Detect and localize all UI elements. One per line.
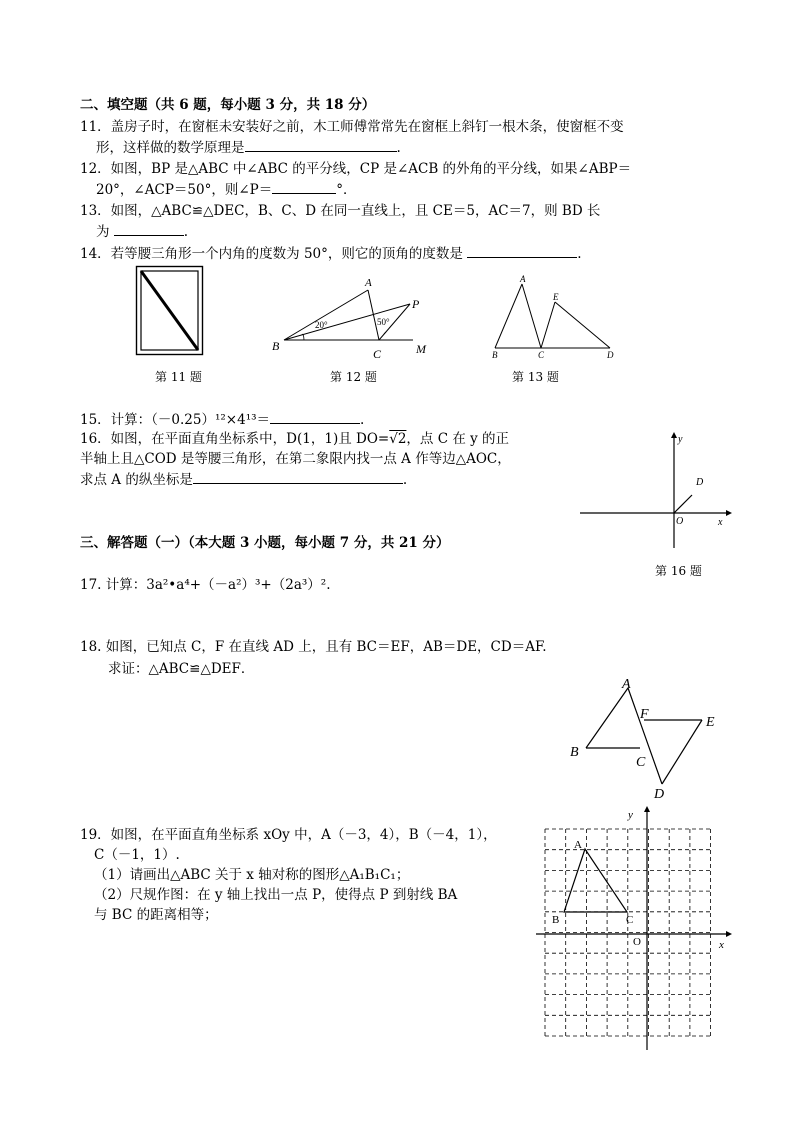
f18-label-f: F — [640, 707, 649, 722]
f12-label-m: M — [416, 342, 426, 356]
q15-end: . — [360, 412, 365, 428]
q16-text-3 — [80, 470, 407, 489]
q16-answer-blank[interactable] — [193, 470, 403, 484]
f19-grid-lines — [545, 829, 711, 1036]
q18-text: 18. 如图，已知点 C，F 在直线 AD 上，且有 BC＝EF，AB＝DE，CD＝AF. — [80, 639, 547, 655]
q11-prompt: 形，这样做的数学原理是 — [96, 140, 245, 156]
q15-answer-blank[interactable] — [270, 410, 360, 424]
section3-heading: 三、解答题（一）（本大题 3 小题，每小题 7 分，共 21 分） — [80, 535, 450, 551]
f12-angle-50: 50° — [377, 317, 390, 327]
q13-prompt: 为 — [96, 224, 110, 240]
q14-end: . — [577, 246, 582, 262]
q19-text-5: 与 BC 的距离相等； — [94, 907, 218, 923]
f19-label-y: y — [628, 809, 633, 821]
q19-text-2: C（－1，1）. — [94, 847, 180, 863]
q14-text — [80, 244, 582, 263]
q12-prompt: 20°，∠ACP＝50°，则∠P＝ — [96, 182, 273, 198]
f18-label-a: A — [622, 677, 631, 692]
q16-sqrt: √2 — [389, 431, 407, 447]
q19-text: 19．如图，在平面直角坐标系 xOy 中，A（－3，4），B（－4，1）， — [80, 827, 497, 843]
f19-label-c: C — [626, 914, 634, 926]
f13-label-c: C — [538, 350, 545, 360]
figure-11-window-frame — [136, 266, 206, 356]
q14-answer-blank[interactable] — [467, 244, 577, 258]
q19-text-4: （2）尺规作图：在 y 轴上找出一点 P，使得点 P 到射线 BA — [94, 887, 458, 903]
f12-label-p: P — [412, 297, 420, 311]
q18-text-2: 求证：△ABC≌△DEF． — [108, 661, 255, 677]
figure-16-coordinate — [580, 432, 740, 552]
figure-13-triangles — [490, 272, 620, 362]
q13-answer-blank[interactable] — [114, 222, 184, 236]
f18-label-e: E — [706, 715, 715, 730]
f19-label-o: O — [633, 936, 641, 948]
q11-text-2 — [96, 138, 401, 157]
q16-prompt-b: ，点 C 在 y 的正 — [406, 431, 510, 447]
q12-text-2 — [96, 180, 356, 199]
q11-text: 11．盖房子时，在窗框未安装好之前，木工师傅常常先在窗框上斜钉一根木条，使窗框不变 — [80, 119, 624, 135]
q12-text: 12．如图，BP 是△ABC 中∠ABC 的平分线，CP 是∠ACB 的外角的平分线，如果∠ABP＝ — [80, 161, 632, 177]
f16-label-o: O — [676, 516, 684, 527]
q19-text-3: （1）请画出△ABC 关于 x 轴对称的图形△A₁B₁C₁； — [94, 867, 410, 883]
q16-text — [80, 430, 509, 448]
figure-12-triangle — [268, 274, 438, 364]
f19-label-a: A — [574, 839, 582, 851]
f16-label-x: x — [718, 517, 723, 528]
q11-answer-blank[interactable] — [245, 138, 397, 152]
f12-label-a: A — [365, 277, 372, 289]
q13-text-2 — [96, 222, 188, 241]
q16-end: . — [402, 472, 408, 488]
figure-18-triangles — [568, 676, 728, 806]
f12-label-b: B — [272, 339, 280, 353]
f13-label-a: A — [520, 274, 526, 284]
f13-label-d: D — [607, 350, 614, 360]
f19-label-x: x — [719, 939, 724, 951]
caption-fig13: 第 13 题 — [512, 370, 559, 384]
f12-angle-20: 20° — [315, 320, 328, 330]
f13-label-b: B — [492, 350, 498, 360]
f18-label-b: B — [570, 745, 579, 760]
f19-label-b: B — [552, 914, 560, 926]
q15-prompt: 15．计算：（－0.25）¹²×4¹³＝ — [80, 412, 271, 428]
q11-end: . — [396, 140, 401, 156]
q12-answer-blank[interactable] — [272, 180, 336, 194]
f18-label-c: C — [636, 755, 646, 770]
caption-fig16: 第 16 题 — [655, 564, 702, 578]
caption-fig12: 第 12 题 — [330, 370, 377, 384]
f19-triangle-abc — [564, 849, 627, 912]
section2-heading: 二、填空题（共 6 题，每小题 3 分，共 18 分） — [80, 97, 376, 113]
q13-text: 13．如图，△ABC≌△DEC，B、C、D 在同一直线上，且 CE＝5，AC＝7，则 BD 长 — [80, 203, 601, 219]
q15-text — [80, 410, 364, 429]
q16-prompt-c: 求点 A 的纵坐标是 — [80, 472, 193, 488]
f16-label-y: y — [678, 434, 683, 445]
q16-prompt-a: 16．如图，在平面直角坐标系中，D(1，1)且 DO= — [80, 431, 390, 447]
f13-label-e: E — [553, 292, 559, 302]
q12-end: °． — [336, 182, 357, 198]
f16-label-d: D — [696, 477, 704, 488]
q14-prompt: 14．若等腰三角形一个内角的度数为 50°，则它的顶角的度数是 — [80, 246, 463, 262]
q16-text-2: 半轴上且△COD 是等腰三角形，在第二象限内找一点 A 作等边△AOC， — [80, 451, 511, 467]
q17-text: 17. 计算：3a²•a⁴+（－a²）³+（2a³）². — [80, 577, 331, 593]
f12-label-c: C — [373, 347, 382, 361]
figure-19-grid — [536, 806, 736, 1056]
f18-label-d: D — [654, 787, 665, 802]
q13-end: . — [183, 224, 189, 240]
caption-fig11: 第 11 题 — [155, 370, 202, 384]
